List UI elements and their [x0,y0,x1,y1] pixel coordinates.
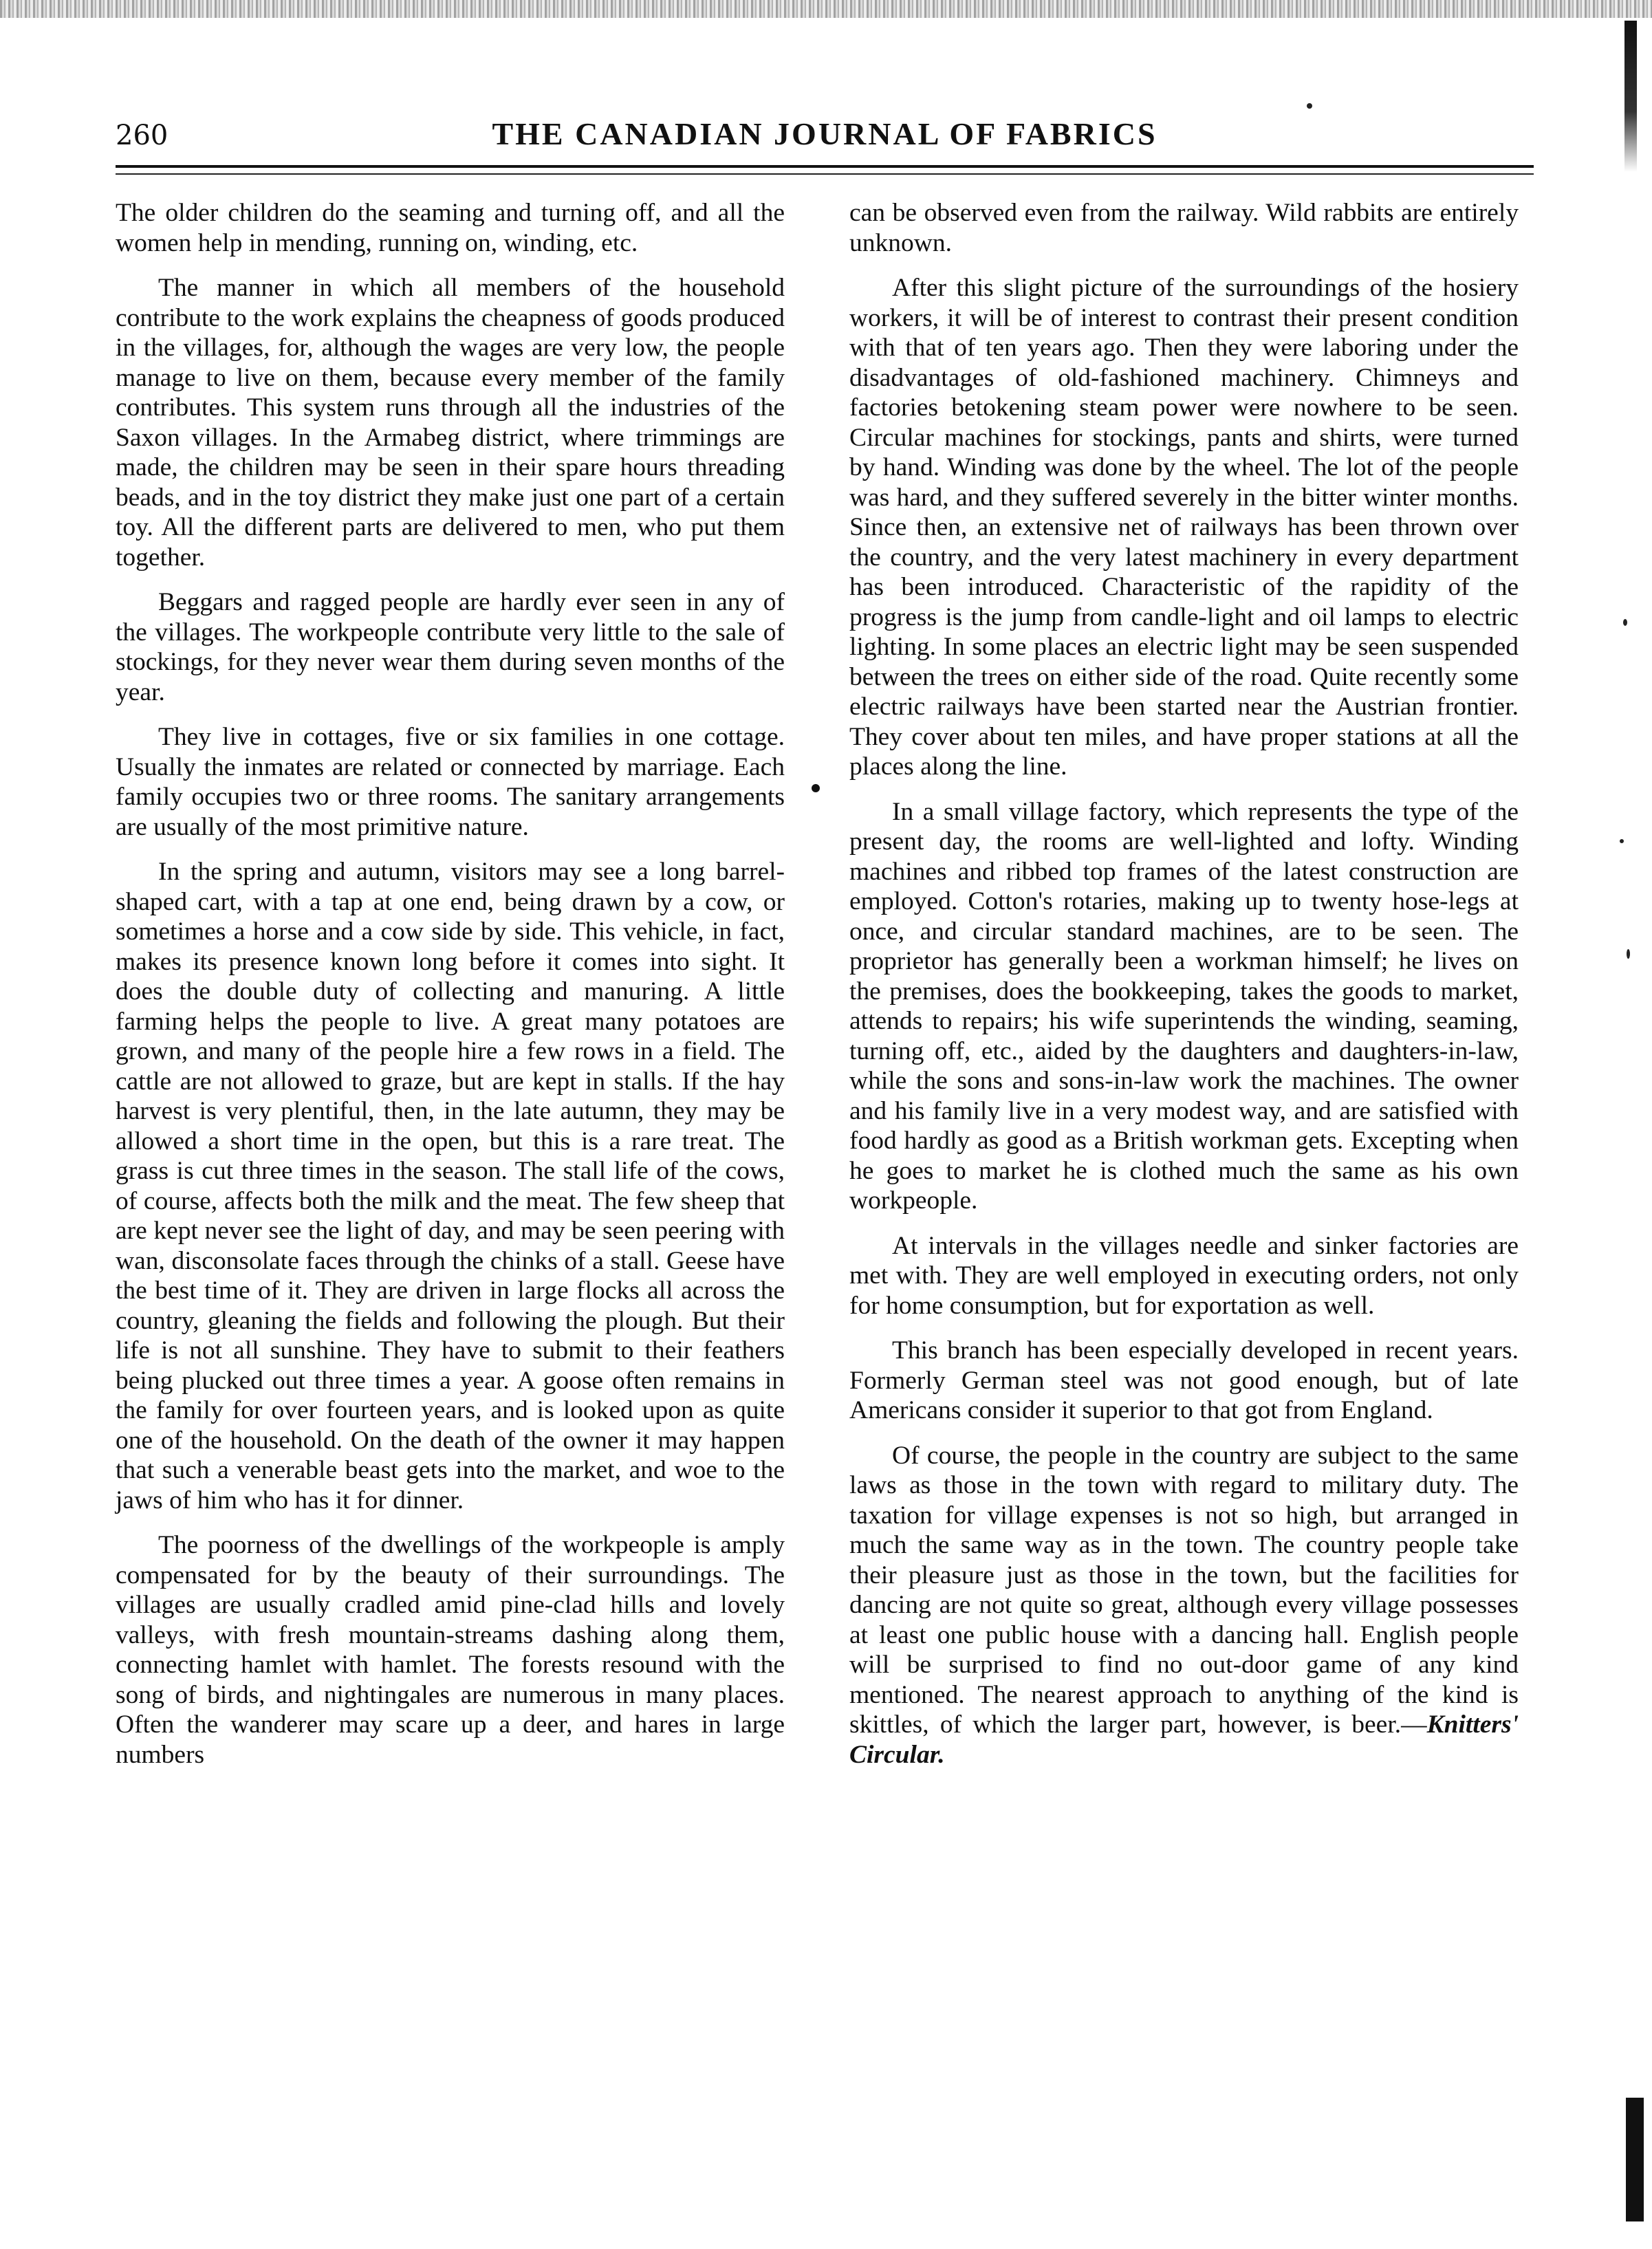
right-column [849,198,1519,1785]
paragraph: At intervals in the villages needle and sinker factories are met with. They are well employed in executing orders, not only for home consumption, but for exportation as well. [849,1231,1519,1320]
binding-edge [1624,21,1637,172]
paragraph: This branch has been especially developed in recent years. Formerly German steel was not good enough, but of late Americans consider it superior to that got from England. [849,1336,1519,1424]
paragraph: The poorness of the dwellings of the workpeople is amply compensated for by the beauty of their surroundings. The villages are usually cradled amid pine-clad hills and lovely valleys, with fresh mountain-streams dashing along them, connecting hamlet with hamlet. The forests resound with the song of birds, and nightingales are numerous in many places. Often the wanderer may scare up a deer, and hares in large numbers [116,1531,785,1769]
paragraph: They live in cottages, five or six families in one cottage. Usually the inmates are related or connected by marriage. Each family occupies two or three rooms. The sanitary arrangements are usually of the most primitive nature. [116,723,785,841]
left-column [116,198,785,1785]
paragraph: In the spring and autumn, visitors may see a long barrel-shaped cart, with a tap at one end, being drawn by a cow, or sometimes a horse and a cow side by side. This vehicle, in fact, makes its presence known long before it comes into sight. It does the double duty of collecting and manuring. A little farming helps the people to live. A great many potatoes are grown, and many of the people hire a few rows in a field. The cattle are not allowed to graze, but are kept in stalls. If the hay harvest is very plentiful, then, in the late autumn, they may be allowed a short time in the open, but this is a rare treat. The grass is cut three times in the season. The stall life of the cows, of course, affects both the milk and the meat. The few sheep that are kept never see the light of day, and may be seen peering with wan, disconsolate faces through the chinks of a stall. Geese have the best time of it. They are driven in large flocks all across the country, gleaning the fields and following the plough. But their life is not all sunshine. They have to submit to their feathers being plucked out three times a year. A goose often remains in the family for over fourteen years, and is looked upon as quite one of the household. On the death of the owner it may happen that such a venerable beast gets into the market, and woe to the jaws of him who has it for dinner. [116,858,785,1514]
paragraph: In a small village factory, which represents the type of the present day, the rooms are well-lighted and lofty. Winding machines and ribbed top frames of the latest construction are employed. Cotton's rotaries, making up to twenty hose-legs at once, and circular standard machines, are to be seen. The proprietor has generally been a workman himself; he lives on the premises, does the bookkeeping, takes the goods to market, attends to repairs; his wife superintends the winding, seaming, turning off, etc., aided by the daughters and daughters-in-law, while the sons and sons-in-law work the machines. The owner and his family live in a very modest way, and are satisfied with food hardly as good as a British workman gets. Excepting when he goes to market he is clothed much the same as his own workpeople. [849,797,1519,1215]
paragraph: The older children do the seaming and turning off, and all the women help in mending, running on, winding, etc. [116,199,785,257]
journal-title: THE CANADIAN JOURNAL OF FABRICS [492,116,1158,151]
scan-speck [1623,619,1627,626]
page-number: 260 [116,120,169,151]
paragraph: can be observed even from the railway. Wild rabbits are entirely unknown. [849,199,1519,257]
scan-noise-top [0,0,1652,18]
paragraph [849,1441,1519,1770]
header-rule-thick [116,165,1534,168]
source-credit: Knitters' Circular. [849,1710,1519,1769]
header-rule-thin [116,173,1534,175]
binding-mark [1626,2098,1644,2221]
paragraph: Beggars and ragged people are hardly ever seen in any of the villages. The workpeople contribute very little to the sale of stockings, for they never wear them during seven months of the year. [116,588,785,706]
scan-speck [1627,949,1630,959]
paragraph: The manner in which all members of the household contribute to the work explains the cheapness of goods produced in the villages, for, although the wages are very low, the people manage to live on them, because every member of the family contributes. This system runs through all the industries of the Saxon villages. In the Armabeg district, where trimmings are made, the children may be seen in their spare hours threading beads, and in the toy district they make just one part of a certain toy. All the different parts are delivered to men, who put them together. [116,274,785,572]
scan-speck [1620,839,1624,843]
paragraph-text: Of course, the people in the country are subject to the same laws as those in the town with regard to military duty. The taxation for village expenses is not so high, but arranged in much the same way as in the town. The country people take their pleasure just as those in the town, but the facilities for dancing are not quite so great, although every village possesses at least one public house with a dancing hall. English people will be surprised to find no out-door game of any kind mentioned. The nearest approach to anything of the kind is skittles, of which the larger part, however, is beer.— [849,1441,1519,1739]
margin-bullet [812,784,820,792]
page-header [116,116,1534,164]
paragraph: After this slight picture of the surroundings of the hosiery workers, it will be of interest to contrast their present condition with that of ten years ago. Then they were laboring under the disadvantages of old-fashioned machinery. Chimneys and factories betokening steam power were nowhere to be seen. Circular machines for stockings, pants and shirts, were turned by hand. Winding was done by the wheel. The lot of the people was hard, and they suffered severely in the bitter winter months. Since then, an extensive net of railways has been thrown over the country, and the very latest machinery in every department has been introduced. Characteristic of the rapidity of the progress is the jump from candle-light and oil lamps to electric lighting. In some places an electric light may be seen suspended between the trees on either side of the road. Quite recently some electric railways have been started near the Austrian frontier. They cover about ten miles, and have proper stations at all the places along the line. [849,274,1519,781]
scan-speck [1307,103,1312,109]
